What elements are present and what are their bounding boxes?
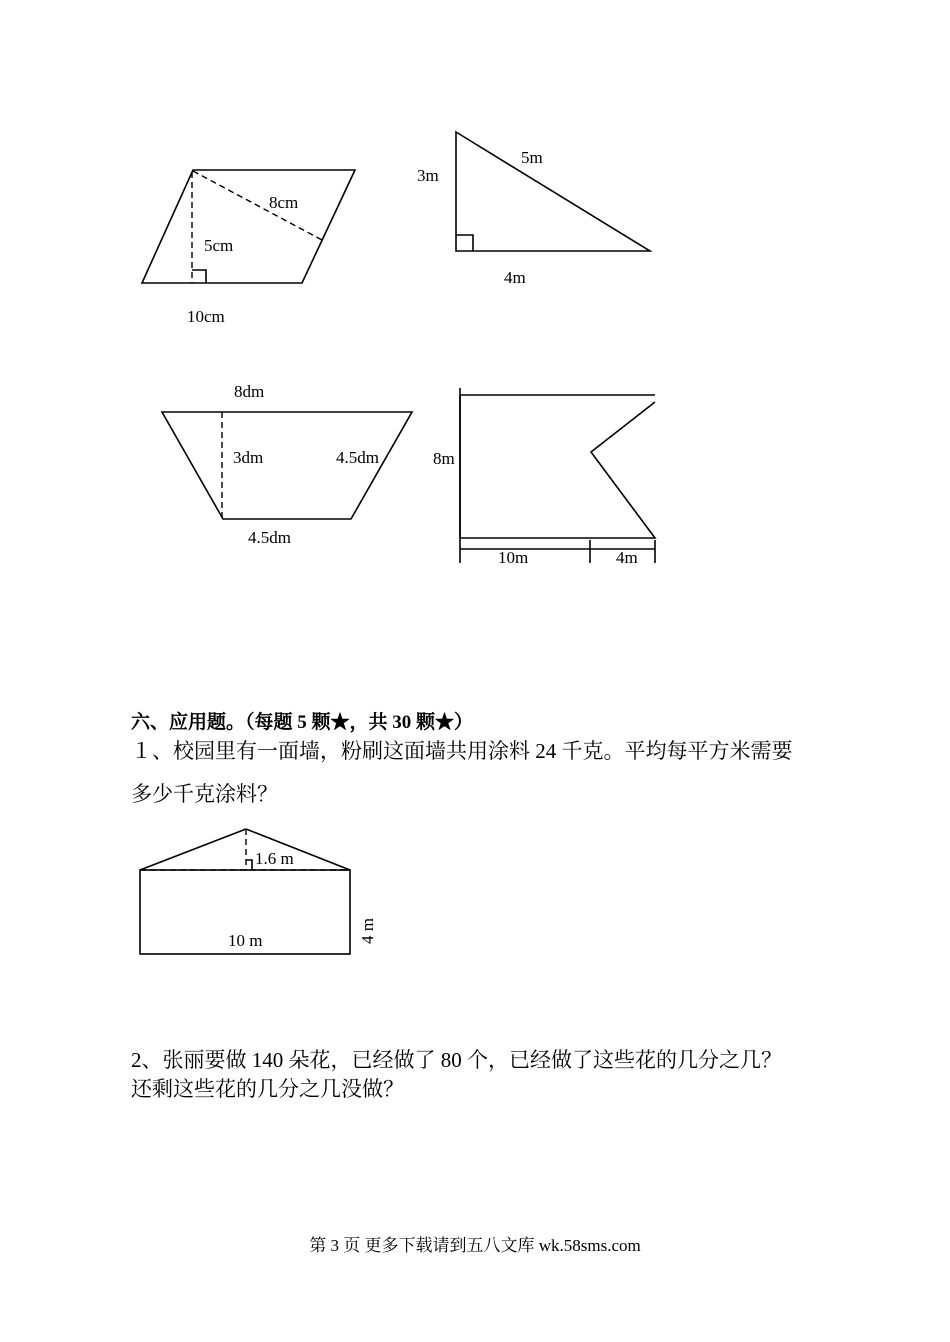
label-8m: 8m [433, 449, 455, 468]
label-1.6m: 1.6 m [255, 849, 294, 868]
label-8cm: 8cm [269, 193, 299, 212]
label-3m: 3m [417, 166, 439, 185]
section-heading: 六、应用题。（每题 5 颗★，共 30 颗★） [131, 712, 474, 733]
label-8dm: 8dm [234, 382, 265, 401]
question-1-line-1: １、校园里有一面墙，粉刷这面墙共用涂料 24 千克。平均每平方米需要 [131, 739, 793, 763]
question-1-line-2: 多少千克涂料？ [131, 782, 278, 806]
label-10cm: 10cm [187, 307, 225, 326]
question-2-line-2: 还剩这些花的几分之几没做？ [131, 1077, 404, 1101]
parallelogram-outline [142, 170, 355, 283]
right-angle-mark [192, 270, 206, 283]
page-footer: 第 3 页 更多下载请到五八文库 wk.58sms.com [309, 1236, 641, 1255]
label-5cm: 5cm [204, 236, 234, 255]
flag-figure [433, 388, 655, 567]
parallelogram-diagonal-height [193, 171, 322, 240]
label-4m: 4m [504, 268, 526, 287]
right-angle-mark [456, 235, 473, 251]
triangle-outline [456, 132, 650, 251]
label-3dm: 3dm [233, 448, 264, 467]
question-2-line-1: 2、张丽要做 140 朵花，已经做了 80 个，已经做了这些花的几分之几？ [131, 1048, 782, 1072]
trapezoid-figure [162, 382, 412, 547]
right-triangle-figure [417, 132, 650, 287]
label-5m: 5m [521, 148, 543, 167]
right-angle-mark [246, 860, 252, 870]
label-4.5dm-side: 4.5dm [336, 448, 379, 467]
wall-figure [140, 829, 377, 954]
parallelogram-figure [142, 170, 355, 326]
label-10m: 10m [498, 548, 529, 567]
flag-outline [460, 395, 655, 538]
label-10m: 10 m [228, 931, 263, 950]
label-4.5dm-bottom: 4.5dm [248, 528, 291, 547]
label-4m: 4 m [358, 918, 377, 944]
label-4m: 4m [616, 548, 638, 567]
roof-left [140, 829, 246, 870]
